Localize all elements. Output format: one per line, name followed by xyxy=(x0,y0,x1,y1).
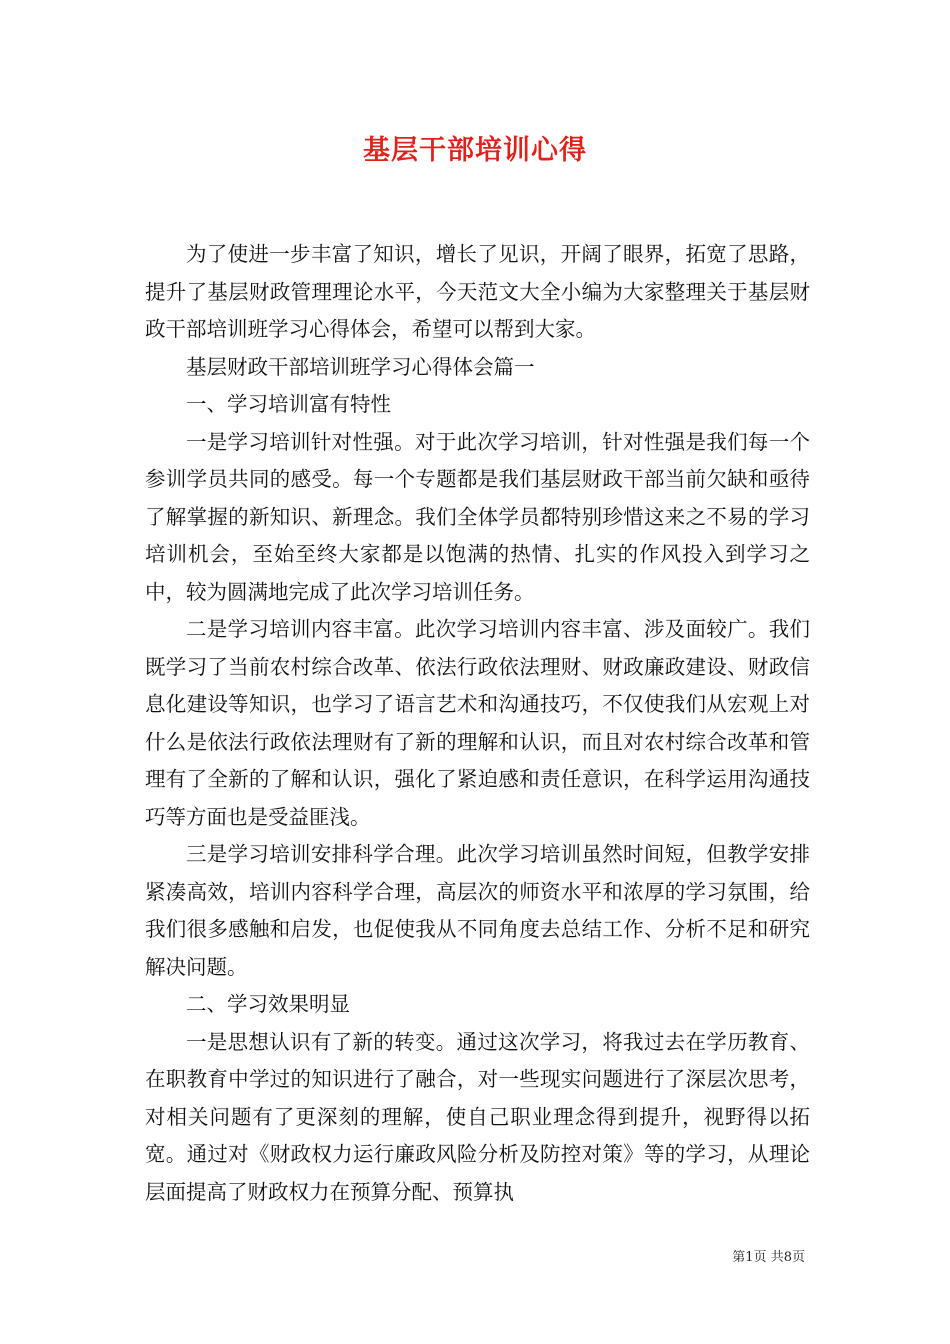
body-paragraph: 三是学习培训安排科学合理。此次学习培训虽然时间短，但教学安排紧凑高效，培训内容科学合理，高层次的师资水平和浓厚的学习氛围，给我们很多感触和启发，也促使我从不同角度去总结工作、分析不足和研究解决问题。 xyxy=(145,842,810,979)
page-total: 8 xyxy=(783,1250,792,1265)
body-paragraph: 一是学习培训针对性强。对于此次学习培训，针对性强是我们每一个参训学员共同的感受。每一个专题都是我们基层财政干部当前欠缺和亟待了解掌握的新知识、新理念。我们全体学员都特别珍惜这来之不易的学习培训机会，至始至终大家都是以饱满的热情、扎实的作风投入到学习之中，较为圆满地完成了此次学习培训任务。 xyxy=(145,429,810,604)
section-heading-2: 二、学习效果明显 xyxy=(186,992,350,1016)
document-body xyxy=(145,236,810,1211)
page-suffix: 页 xyxy=(791,1250,805,1265)
page-number-footer xyxy=(732,1246,805,1265)
section-heading-1: 一、学习培训富有特性 xyxy=(186,392,391,416)
document-title: 基层干部培训心得 xyxy=(363,135,587,166)
page-middle: 页 共 xyxy=(753,1250,784,1265)
page-prefix: 第 xyxy=(732,1250,746,1265)
page-current: 1 xyxy=(745,1250,754,1265)
body-paragraph: 一是思想认识有了新的转变。通过这次学习，将我过去在学历教育、在职教育中学过的知识进行了融合，对一些现实问题进行了深层次思考，对相关问题有了更深刻的理解，使自己职业理念得到提升，视野得以拓宽。通过对《财政权力运行廉政风险分析及防控对策》等的学习，从理论层面提高了财政权力在预算分配、预算执 xyxy=(145,1029,810,1204)
section-heading-article: 基层财政干部培训班学习心得体会篇一 xyxy=(186,354,535,379)
body-paragraph: 二是学习培训内容丰富。此次学习培训内容丰富、涉及面较广。我们既学习了当前农村综合改革、依法行政依法理财、财政廉政建设、财政信息化建设等知识，也学习了语言艺术和沟通技巧，不仅使我们从宏观上对什么是依法行政依法理财有了新的理解和认识，而且对农村综合改革和管理有了全新的了解和认识，强化了紧迫感和责任意识，在科学运用沟通技巧等方面也是受益匪浅。 xyxy=(145,617,810,829)
intro-paragraph: 为了使进一步丰富了知识，增长了见识，开阔了眼界，拓宽了思路，提升了基层财政管理理论水平，今天范文大全小编为大家整理关于基层财政干部培训班学习心得体会，希望可以帮到大家。 xyxy=(145,242,810,341)
